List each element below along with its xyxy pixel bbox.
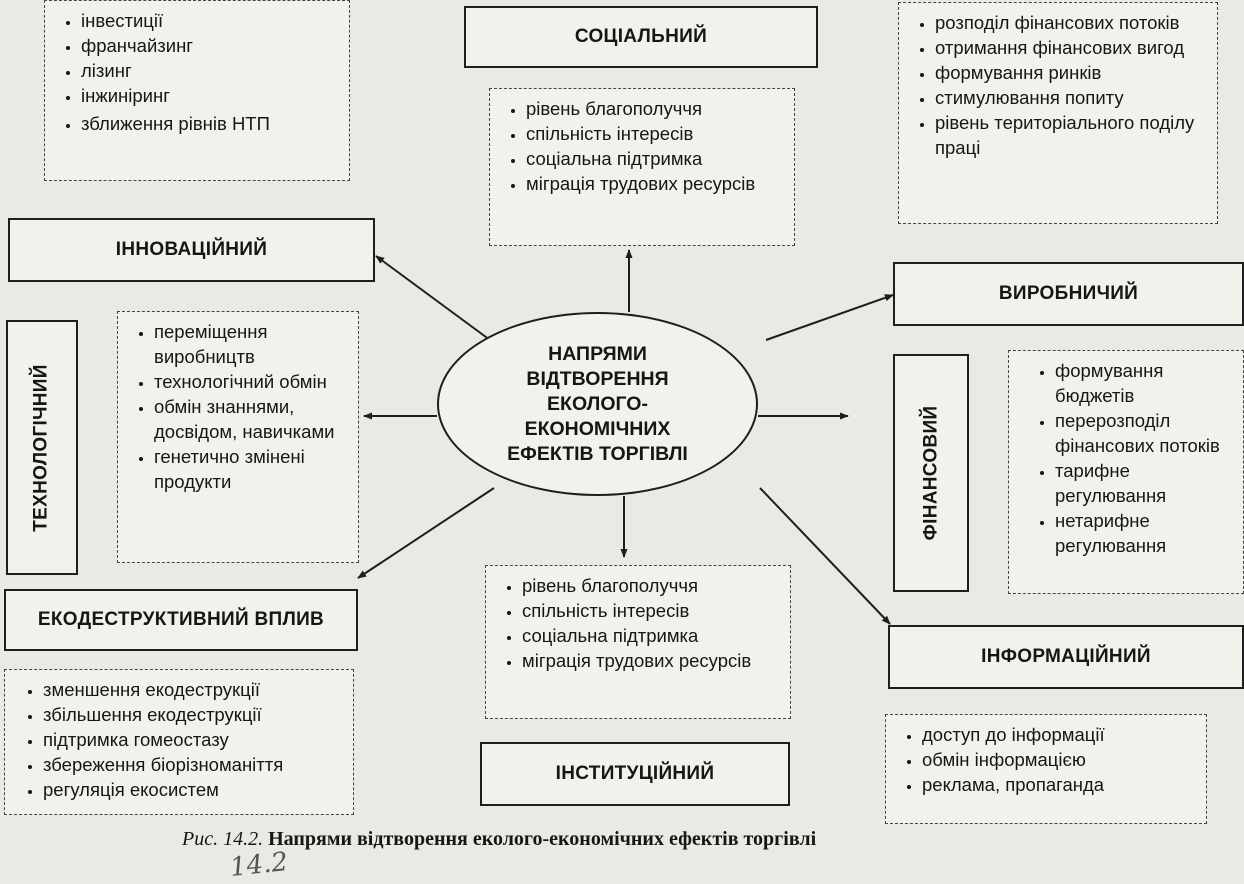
arrow-to-ecodestructive [358, 488, 494, 578]
list-item: • доступ до інформації [922, 722, 1196, 747]
list-item: • технологічний обмін [154, 369, 348, 394]
list-item: • отримання фінансових вигод [935, 35, 1207, 60]
label-social: СОЦІАЛЬНИЙ [574, 26, 708, 47]
box-technological [6, 320, 78, 575]
caption-title: Напрями відтворення еколого-економічних ефектів торгівлі [268, 828, 817, 850]
figure-caption [182, 828, 1062, 851]
box-institutional [480, 742, 790, 806]
list-item: • реклама, пропаганда [922, 772, 1196, 797]
central-label: НАПРЯМИ ВІДТВОРЕННЯ ЕКОЛОГО- ЕКОНОМІЧНИХ ЕФЕКТІВ ТОРГІВЛІ [507, 342, 688, 465]
label-informational: ІНФОРМАЦІЙНИЙ [981, 646, 1151, 667]
box-social [464, 6, 818, 68]
label-production: ВИРОБНИЧИЙ [998, 283, 1139, 304]
list-item: • інжиніринг [81, 83, 339, 108]
list-item: • нетарифне регулювання [1055, 508, 1233, 558]
list-item: • регуляція екосистем [43, 777, 343, 802]
central-ellipse [437, 312, 758, 496]
list-item: • підтримка гомеостазу [43, 727, 343, 752]
label-financial: ФІНАНСОВИЙ [920, 405, 942, 541]
list-production [898, 2, 1218, 224]
list-item: • переміщення виробництв [154, 319, 348, 369]
list-institutional [485, 565, 791, 719]
list-informational [885, 714, 1207, 824]
list-item: • формування ринків [935, 60, 1207, 85]
arrow-to-innovative [376, 256, 490, 340]
arrow-to-production [766, 295, 893, 340]
list-item: • обмін інформацією [922, 747, 1196, 772]
list-item: • спільність інтересів [526, 121, 784, 146]
box-innovative [8, 218, 375, 282]
handwritten-note: 14.2 [228, 847, 290, 883]
label-technological: ТЕХНОЛОГІЧНИЙ [31, 363, 52, 532]
list-item: • генетично змінені продукти [154, 444, 348, 494]
list-innovative [44, 0, 350, 181]
list-item: • зменшення екодеструкції [43, 677, 343, 702]
label-ecodestructive: ЕКОДЕСТРУКТИВНИЙ ВПЛИВ [37, 609, 325, 630]
list-item: • зближення рівнів НТП [81, 111, 339, 136]
list-item: • тарифне регулювання [1055, 458, 1233, 508]
list-technological [117, 311, 359, 563]
label-innovative: ІННОВАЦІЙНИЙ [115, 239, 268, 260]
list-item: • збереження біорізноманіття [43, 752, 343, 777]
list-item: • франчайзинг [81, 33, 339, 58]
list-item: • рівень благополуччя [522, 573, 780, 598]
list-item: • обмін знаннями, досвідом, навичками [154, 394, 348, 444]
box-informational [888, 625, 1244, 689]
list-item: • міграція трудових ресурсів [522, 648, 780, 673]
list-item: • рівень благополуччя [526, 96, 784, 121]
list-item: • формування бюджетів [1055, 358, 1233, 408]
box-production [893, 262, 1244, 326]
list-item: • перерозподіл фінансових потоків [1055, 408, 1233, 458]
list-item: • розподіл фінансових потоків [935, 10, 1207, 35]
list-item: • стимулювання попиту [935, 85, 1207, 110]
list-item: • інвестиції [81, 8, 339, 33]
label-institutional: ІНСТИТУЦІЙНИЙ [555, 763, 715, 784]
list-item: • міграція трудових ресурсів [526, 171, 784, 196]
list-item: • збільшення екодеструкції [43, 702, 343, 727]
box-ecodestructive [4, 589, 358, 651]
list-item: • рівень територіального поділу праці [935, 110, 1207, 160]
list-item: • спільність інтересів [522, 598, 780, 623]
caption-label: Рис. 14.2. [182, 828, 264, 850]
list-ecodestructive [4, 669, 354, 815]
list-financial [1008, 350, 1244, 594]
list-item: • лізинг [81, 58, 339, 83]
list-social [489, 88, 795, 246]
list-item: • соціальна підтримка [522, 623, 780, 648]
list-item: • соціальна підтримка [526, 146, 784, 171]
box-financial [893, 354, 969, 592]
